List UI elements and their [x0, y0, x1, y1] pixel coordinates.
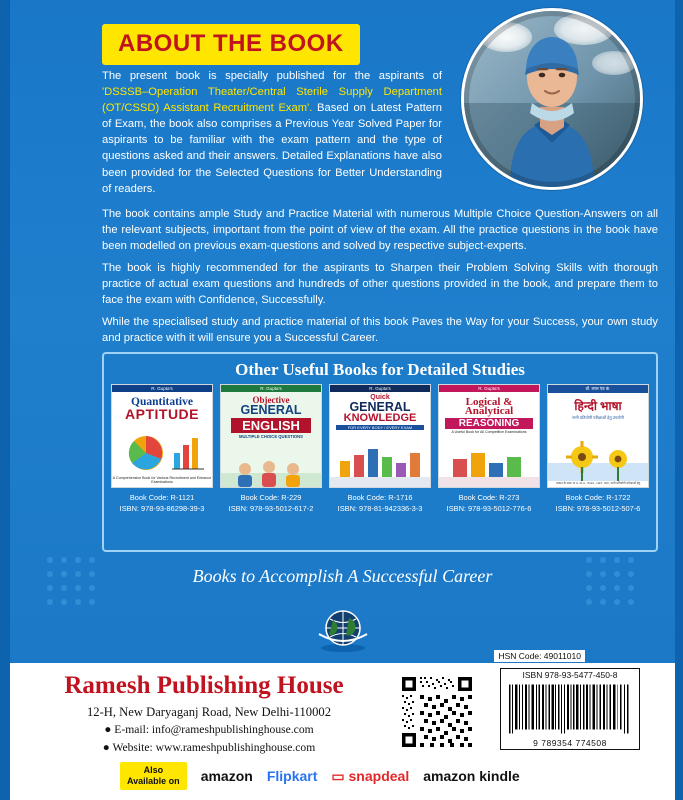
address-line: 12-H, New Daryaganj Road, New Delhi-110002 [87, 705, 331, 719]
also-line-1: Also [143, 765, 164, 775]
book1-publisher: R. Gupta's [112, 385, 212, 392]
book-cover-objective-general-english [220, 384, 322, 488]
also-available-on-badge [120, 762, 187, 790]
bullet-icon: ● [102, 741, 110, 754]
also-line-2: Available on [127, 776, 180, 786]
book5-code: Book Code: R-1722 [565, 493, 631, 502]
book2-code: Book Code: R-229 [240, 493, 302, 502]
publisher-globe-logo [315, 608, 371, 654]
book5-publisher: डॉ. लाल एंड कं. [548, 385, 648, 393]
book-item[interactable] [438, 384, 540, 514]
book4-art [439, 445, 540, 487]
book2-isbn: ISBN: 978-93-5012-617-2 [228, 504, 314, 513]
hsn-code: HSN Code: 49011010 [494, 650, 585, 662]
qr-code[interactable] [400, 675, 474, 749]
website-text: Website: www.rameshpublishinghouse.com [112, 741, 316, 754]
email-text: E-mail: info@rameshpublishinghouse.com [114, 723, 314, 736]
retailer-strip [120, 762, 575, 790]
book4-code: Book Code: R-273 [458, 493, 520, 502]
book-cover-logical-analytical-reasoning [438, 384, 540, 488]
books-row [104, 380, 656, 514]
book4-subtitle: A Useful Book for All Competitive Examinations [451, 430, 527, 434]
book2-title3: ENGLISH [231, 418, 311, 433]
barcode-number: 9 789354 774508 [500, 737, 640, 750]
book-item[interactable] [329, 384, 431, 514]
book5-footnote: ISBN के साथ, B.A. M.A., B.Ed., NET, JRF, सभी प्रतियोगी परीक्षाओं हेतु [555, 481, 641, 485]
book5-title: हिन्दी भाषा [574, 399, 622, 413]
book5-art [548, 433, 649, 481]
book3-publisher: R. Gupta's [330, 385, 430, 392]
about-p1-part2: Based on Latest Pattern of Exam, the book also comprises a Previous Year Solved Paper for aspirants to be familiar with the exam pattern and the type of questions asked and their answers. Detailed Explanations have also been provided for the Selected Questions for Better Understanding of readers. [102, 102, 442, 195]
book5-isbn: ISBN: 978-93-5012-507-6 [555, 504, 641, 513]
about-paragraph-1 [102, 68, 442, 197]
about-paragraph-2: The book contains ample Study and Practice Material with numerous Multiple Choice Question-Answers on all the relevant subjects, important from the point of view of the exam. All the practice questions in the book have been modelled on previous exam-questions and solved by respective subject-experts. [102, 208, 658, 253]
email-line [44, 721, 374, 739]
other-useful-books-panel [102, 352, 658, 552]
book1-art [112, 429, 213, 475]
book4-title: Logical & [465, 396, 513, 408]
book2-art [221, 447, 322, 487]
book4-title2: Analytical [464, 405, 514, 417]
right-edge-stripe [675, 0, 683, 800]
book1-isbn: ISBN: 978-93-86298-39-3 [119, 504, 205, 513]
about-paragraph-4: While the specialised study and practice material of this book Paves the Way for your Success, your own study and practice with it will ensure you a Successful Career. [102, 316, 658, 345]
retailer-amazon-kindle[interactable]: amazon kindle [423, 768, 520, 784]
book4-publisher: R. Gupta's [439, 385, 539, 392]
book2-subtitle: MULTIPLE CHOICE QUESTIONS [239, 434, 303, 439]
book1-title2: APTITUDE [125, 406, 199, 422]
book1-code: Book Code: R-1121 [129, 493, 195, 502]
book-item[interactable] [547, 384, 649, 514]
about-the-book-heading: ABOUT THE BOOK [102, 24, 360, 65]
website-line [44, 739, 374, 757]
book3-art [330, 443, 431, 487]
retailer-amazon[interactable]: amazon [200, 768, 253, 784]
book-cover-general-knowledge [329, 384, 431, 488]
book1-title: Quantitative [131, 396, 193, 408]
retailer-snapdeal-label: snapdeal [348, 767, 410, 784]
tagline: Books to Accomplish A Successful Career [192, 566, 493, 586]
book2-publisher: R. Gupta's [221, 385, 321, 392]
isbn-text: ISBN 978-93-5477-450-8 [500, 668, 640, 681]
publisher-name: Ramesh Publishing House [64, 672, 344, 699]
book3-title3: KNOWLEDGE [343, 412, 417, 424]
book1-subtitle: A Comprehensive Book for Various Recruitment and Entrance Examinations [112, 476, 212, 484]
about-p1-highlight: 'DSSSB–Operation Theater/Central Sterile Supply Department (OT/CSSD) Assistant Recruitment Exam'. [102, 86, 442, 115]
about-p1-part1: The present book is specially published for the aspirants of [102, 70, 442, 82]
book5-subtitle: सभी प्रतियोगी परीक्षाओं हेतु उपयोगी [572, 415, 624, 420]
book-item[interactable] [111, 384, 213, 514]
book-cover-hindi-bhasha [547, 384, 649, 488]
retailer-flipkart[interactable]: Flipkart [266, 768, 318, 784]
barcode-bars [500, 681, 640, 737]
isbn-barcode-block [500, 668, 640, 750]
surgeon-photo [461, 8, 643, 190]
book3-isbn: ISBN: 978-81-942336-3-3 [337, 504, 423, 513]
page-content [10, 0, 675, 800]
about-paragraph-3: The book is highly recommended for the aspirants to Sharpen their Problem Solving Skills with thorough practice of actual exam questions and hundreds of other questions provided in the book, and prepare them to face the exam with Confidence, Successfully. [102, 262, 658, 307]
book2-title: Objective [252, 395, 290, 405]
book3-title: Quick [370, 394, 390, 401]
publisher-address-block [44, 703, 374, 757]
book3-title2: GENERAL [349, 400, 411, 414]
book-item[interactable] [220, 384, 322, 514]
bullet-icon: ● [104, 723, 112, 736]
left-edge-stripe [0, 0, 10, 800]
book-cover-quantitative-aptitude [111, 384, 213, 488]
book4-isbn: ISBN: 978-93-5012-776-6 [446, 504, 532, 513]
book4-title3: REASONING [445, 418, 533, 429]
book3-code: Book Code: R-1716 [347, 493, 413, 502]
book3-subtitle: FOR EVERY BODY / EVERY EXAM [336, 425, 424, 430]
snapdeal-box-icon: ▭ [331, 767, 345, 784]
retailer-snapdeal[interactable] [331, 768, 409, 785]
books-panel-title: Other Useful Books for Detailed Studies [235, 360, 525, 379]
book2-title2: GENERAL [240, 403, 302, 417]
